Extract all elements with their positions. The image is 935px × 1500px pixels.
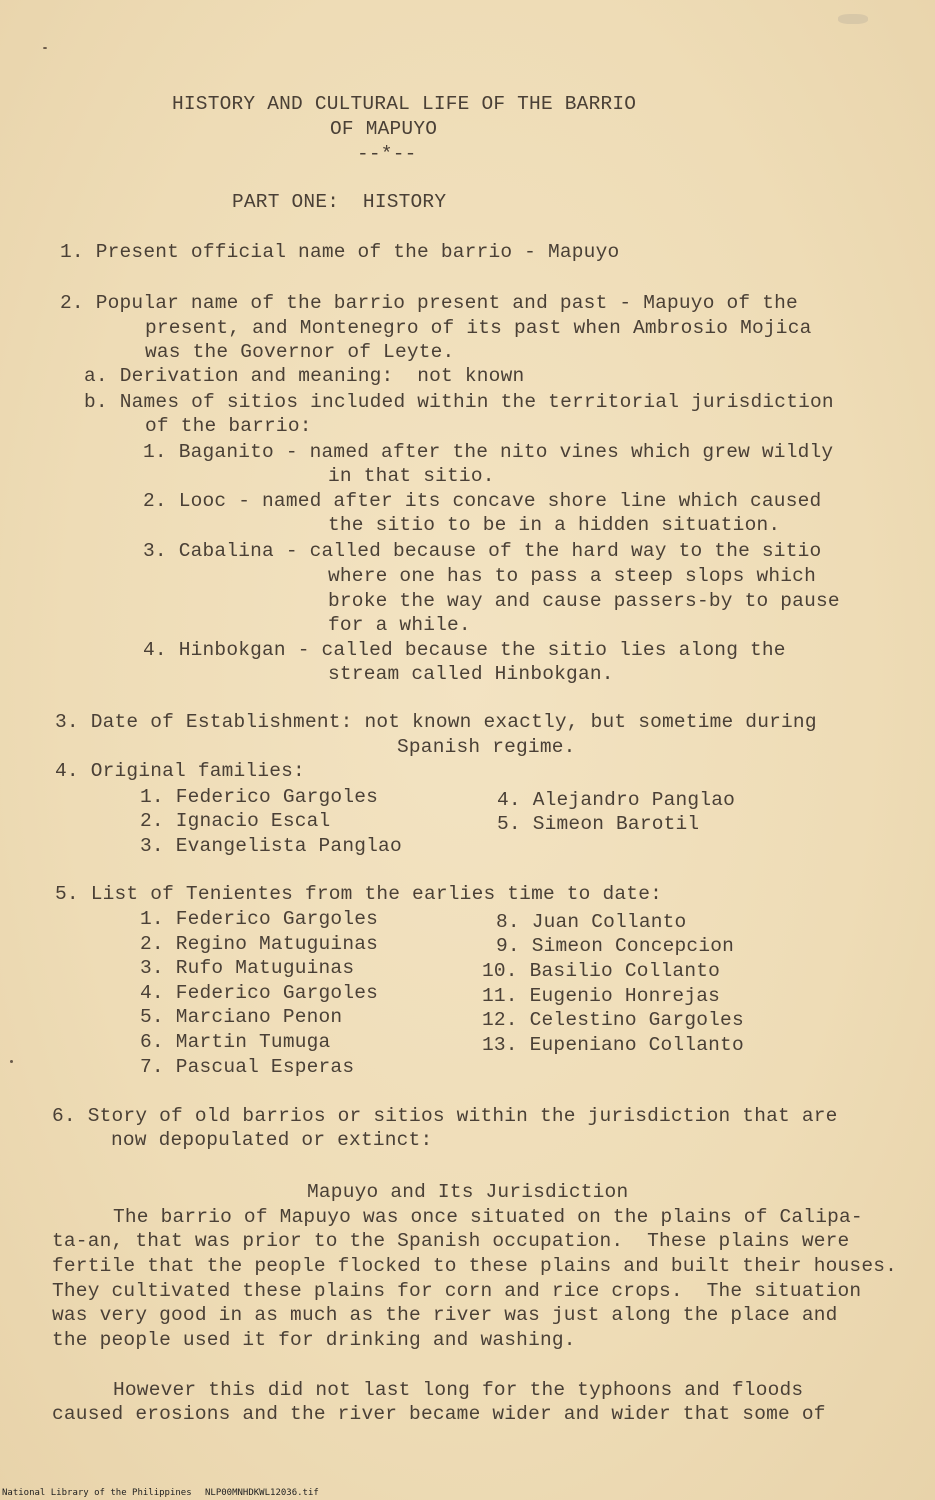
story-p2-line-2: caused erosions and the river became wider and wider that some of <box>52 1403 826 1425</box>
story-heading: Mapuyo and Its Jurisdiction <box>307 1181 629 1203</box>
story-p2-line-1: However this did not last long for the typhoons and floods <box>113 1379 804 1401</box>
sitio-2-line-1: 2. Looc - named after its concave shore line which caused <box>143 490 822 512</box>
teniente-2: 2. Regino Matuguinas <box>140 933 379 955</box>
item-3-line-1: 3. Date of Establishment: not known exactly, but sometime during <box>55 711 817 733</box>
sitio-1-line-2: in that sitio. <box>328 465 495 487</box>
teniente-7: 7. Pascual Esperas <box>140 1056 355 1078</box>
item-2a: a. Derivation and meaning: not known <box>84 365 525 387</box>
item-6-line-1: 6. Story of old barrios or sitios within the jurisdiction that are <box>52 1105 838 1127</box>
sitio-3-line-3: broke the way and cause passers-by to pause <box>328 590 840 612</box>
ink-speck <box>43 47 47 49</box>
story-p1-line-6: the people used it for drinking and washing. <box>52 1329 576 1351</box>
story-p1-line-4: They cultivated these plains for corn and rice crops. The situation <box>52 1280 862 1302</box>
sitio-3-line-4: for a while. <box>328 614 471 636</box>
teniente-13: 13. Eupeniano Collanto <box>482 1034 744 1056</box>
sitio-3-line-1: 3. Cabalina - called because of the hard way to the sitio <box>143 540 822 562</box>
item-2b-line-2: of the barrio: <box>145 415 312 437</box>
teniente-1: 1. Federico Gargoles <box>140 908 379 930</box>
item-2-line-1: 2. Popular name of the barrio present and past - Mapuyo of the <box>60 292 798 314</box>
footer-library: National Library of the Philippines <box>2 1488 192 1498</box>
teniente-10: 10. Basilio Collanto <box>482 960 721 982</box>
sitio-4-line-2: stream called Hinbokgan. <box>328 663 614 685</box>
sitio-3-line-2: where one has to pass a steep slops which <box>328 565 816 587</box>
item-6-line-2: now depopulated or extinct: <box>111 1129 433 1151</box>
sitio-1-line-1: 1. Baganito - named after the nito vines which grew wildly <box>143 441 834 463</box>
item-2b-line-1: b. Names of sitios included within the territorial jurisdiction <box>84 391 834 413</box>
footer-filename: NLP00MNHDKWL12036.tif <box>205 1488 319 1498</box>
item-1: 1. Present official name of the barrio - Mapuyo <box>60 241 620 263</box>
teniente-12: 12. Celestino Gargoles <box>482 1009 744 1031</box>
teniente-6: 6. Martin Tumuga <box>140 1031 331 1053</box>
story-p1-line-5: was very good in as much as the river was just along the place and <box>52 1304 838 1326</box>
ink-speck <box>10 1060 13 1063</box>
title-line-2: OF MAPUYO <box>330 118 438 140</box>
teniente-3: 3. Rufo Matuguinas <box>140 957 355 979</box>
item-2-line-3: was the Governor of Leyte. <box>145 341 455 363</box>
part-heading: PART ONE: HISTORY <box>232 191 447 213</box>
teniente-11: 11. Eugenio Honrejas <box>482 985 721 1007</box>
item-3-line-2: Spanish regime. <box>397 736 576 758</box>
item-2-line-2: present, and Montenegro of its past when Ambrosio Mojica <box>145 317 812 339</box>
family-1: 1. Federico Gargoles <box>140 786 379 808</box>
sitio-4-line-1: 4. Hinbokgan - called because the sitio lies along the <box>143 639 786 661</box>
title-line-1: HISTORY AND CULTURAL LIFE OF THE BARRIO <box>172 93 637 115</box>
teniente-8: 8. Juan Collanto <box>496 911 687 933</box>
story-p1-line-3: fertile that the people flocked to these plains and built their houses. <box>52 1255 898 1277</box>
teniente-9: 9. Simeon Concepcion <box>496 935 735 957</box>
story-p1-line-2: ta-an, that was prior to the Spanish occupation. These plains were <box>52 1230 850 1252</box>
title-ornament: --*-- <box>357 143 417 165</box>
teniente-5: 5. Marciano Penon <box>140 1006 343 1028</box>
story-p1-line-1: The barrio of Mapuyo was once situated on the plains of Calipa- <box>113 1206 863 1228</box>
item-4: 4. Original families: <box>55 760 305 782</box>
family-3: 3. Evangelista Panglao <box>140 835 402 857</box>
ink-speck <box>838 14 868 24</box>
item-5: 5. List of Tenientes from the earlies time to date: <box>55 883 662 905</box>
family-4: 4. Alejandro Panglao <box>497 789 736 811</box>
family-5: 5. Simeon Barotil <box>497 813 700 835</box>
family-2: 2. Ignacio Escal <box>140 810 331 832</box>
teniente-4: 4. Federico Gargoles <box>140 982 379 1004</box>
sitio-2-line-2: the sitio to be in a hidden situation. <box>328 514 781 536</box>
